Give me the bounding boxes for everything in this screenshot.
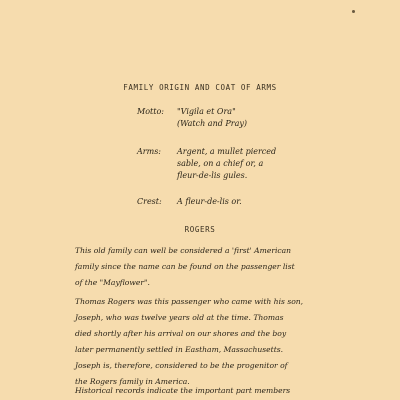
paragraph-line: This old family can well be considered a 'first' American [75, 246, 292, 255]
speck-mark [352, 10, 355, 13]
crest-label: Crest: [137, 197, 162, 206]
paragraph-line: died shortly after his arrival on our shores and the boy [75, 329, 287, 338]
paragraph-line: Joseph is, therefore, considered to be the progenitor of [75, 361, 288, 370]
paragraph-line: the Rogers family in America. [75, 377, 190, 386]
arms-value [177, 146, 276, 182]
paragraph-line: of the "Mayflower". [75, 278, 150, 287]
paragraph-line: family since the name can be found on the passenger list [75, 262, 295, 271]
arms-label: Arms: [137, 147, 161, 156]
motto-line: (Watch and Pray) [177, 119, 248, 128]
motto-label: Motto: [137, 107, 164, 116]
paragraph [75, 294, 375, 390]
paragraph-line: Thomas Rogers was this passenger who came with his son, [75, 297, 304, 306]
crest-value [177, 196, 242, 208]
motto-line: "Vigila et Ora" [177, 107, 236, 116]
surname-heading: ROGERS [184, 225, 216, 234]
paragraph [75, 383, 375, 399]
motto-value [177, 106, 247, 130]
paragraph [75, 243, 375, 291]
crest-line: A fleur-de-lis or. [177, 197, 242, 206]
paragraph-line: later permanently settled in Eastham, Massachusetts. [75, 345, 284, 354]
arms-line: Argent, a mullet pierced [177, 147, 277, 156]
paragraph-line: Joseph, who was twelve years old at the time. Thomas [75, 313, 284, 322]
paragraph-line: Historical records indicate the important part members [75, 386, 291, 395]
page-title: FAMILY ORIGIN AND COAT OF ARMS [123, 83, 277, 92]
arms-line: sable, on a chief or, a [177, 159, 264, 168]
arms-line: fleur-de-lis gules. [177, 171, 248, 180]
